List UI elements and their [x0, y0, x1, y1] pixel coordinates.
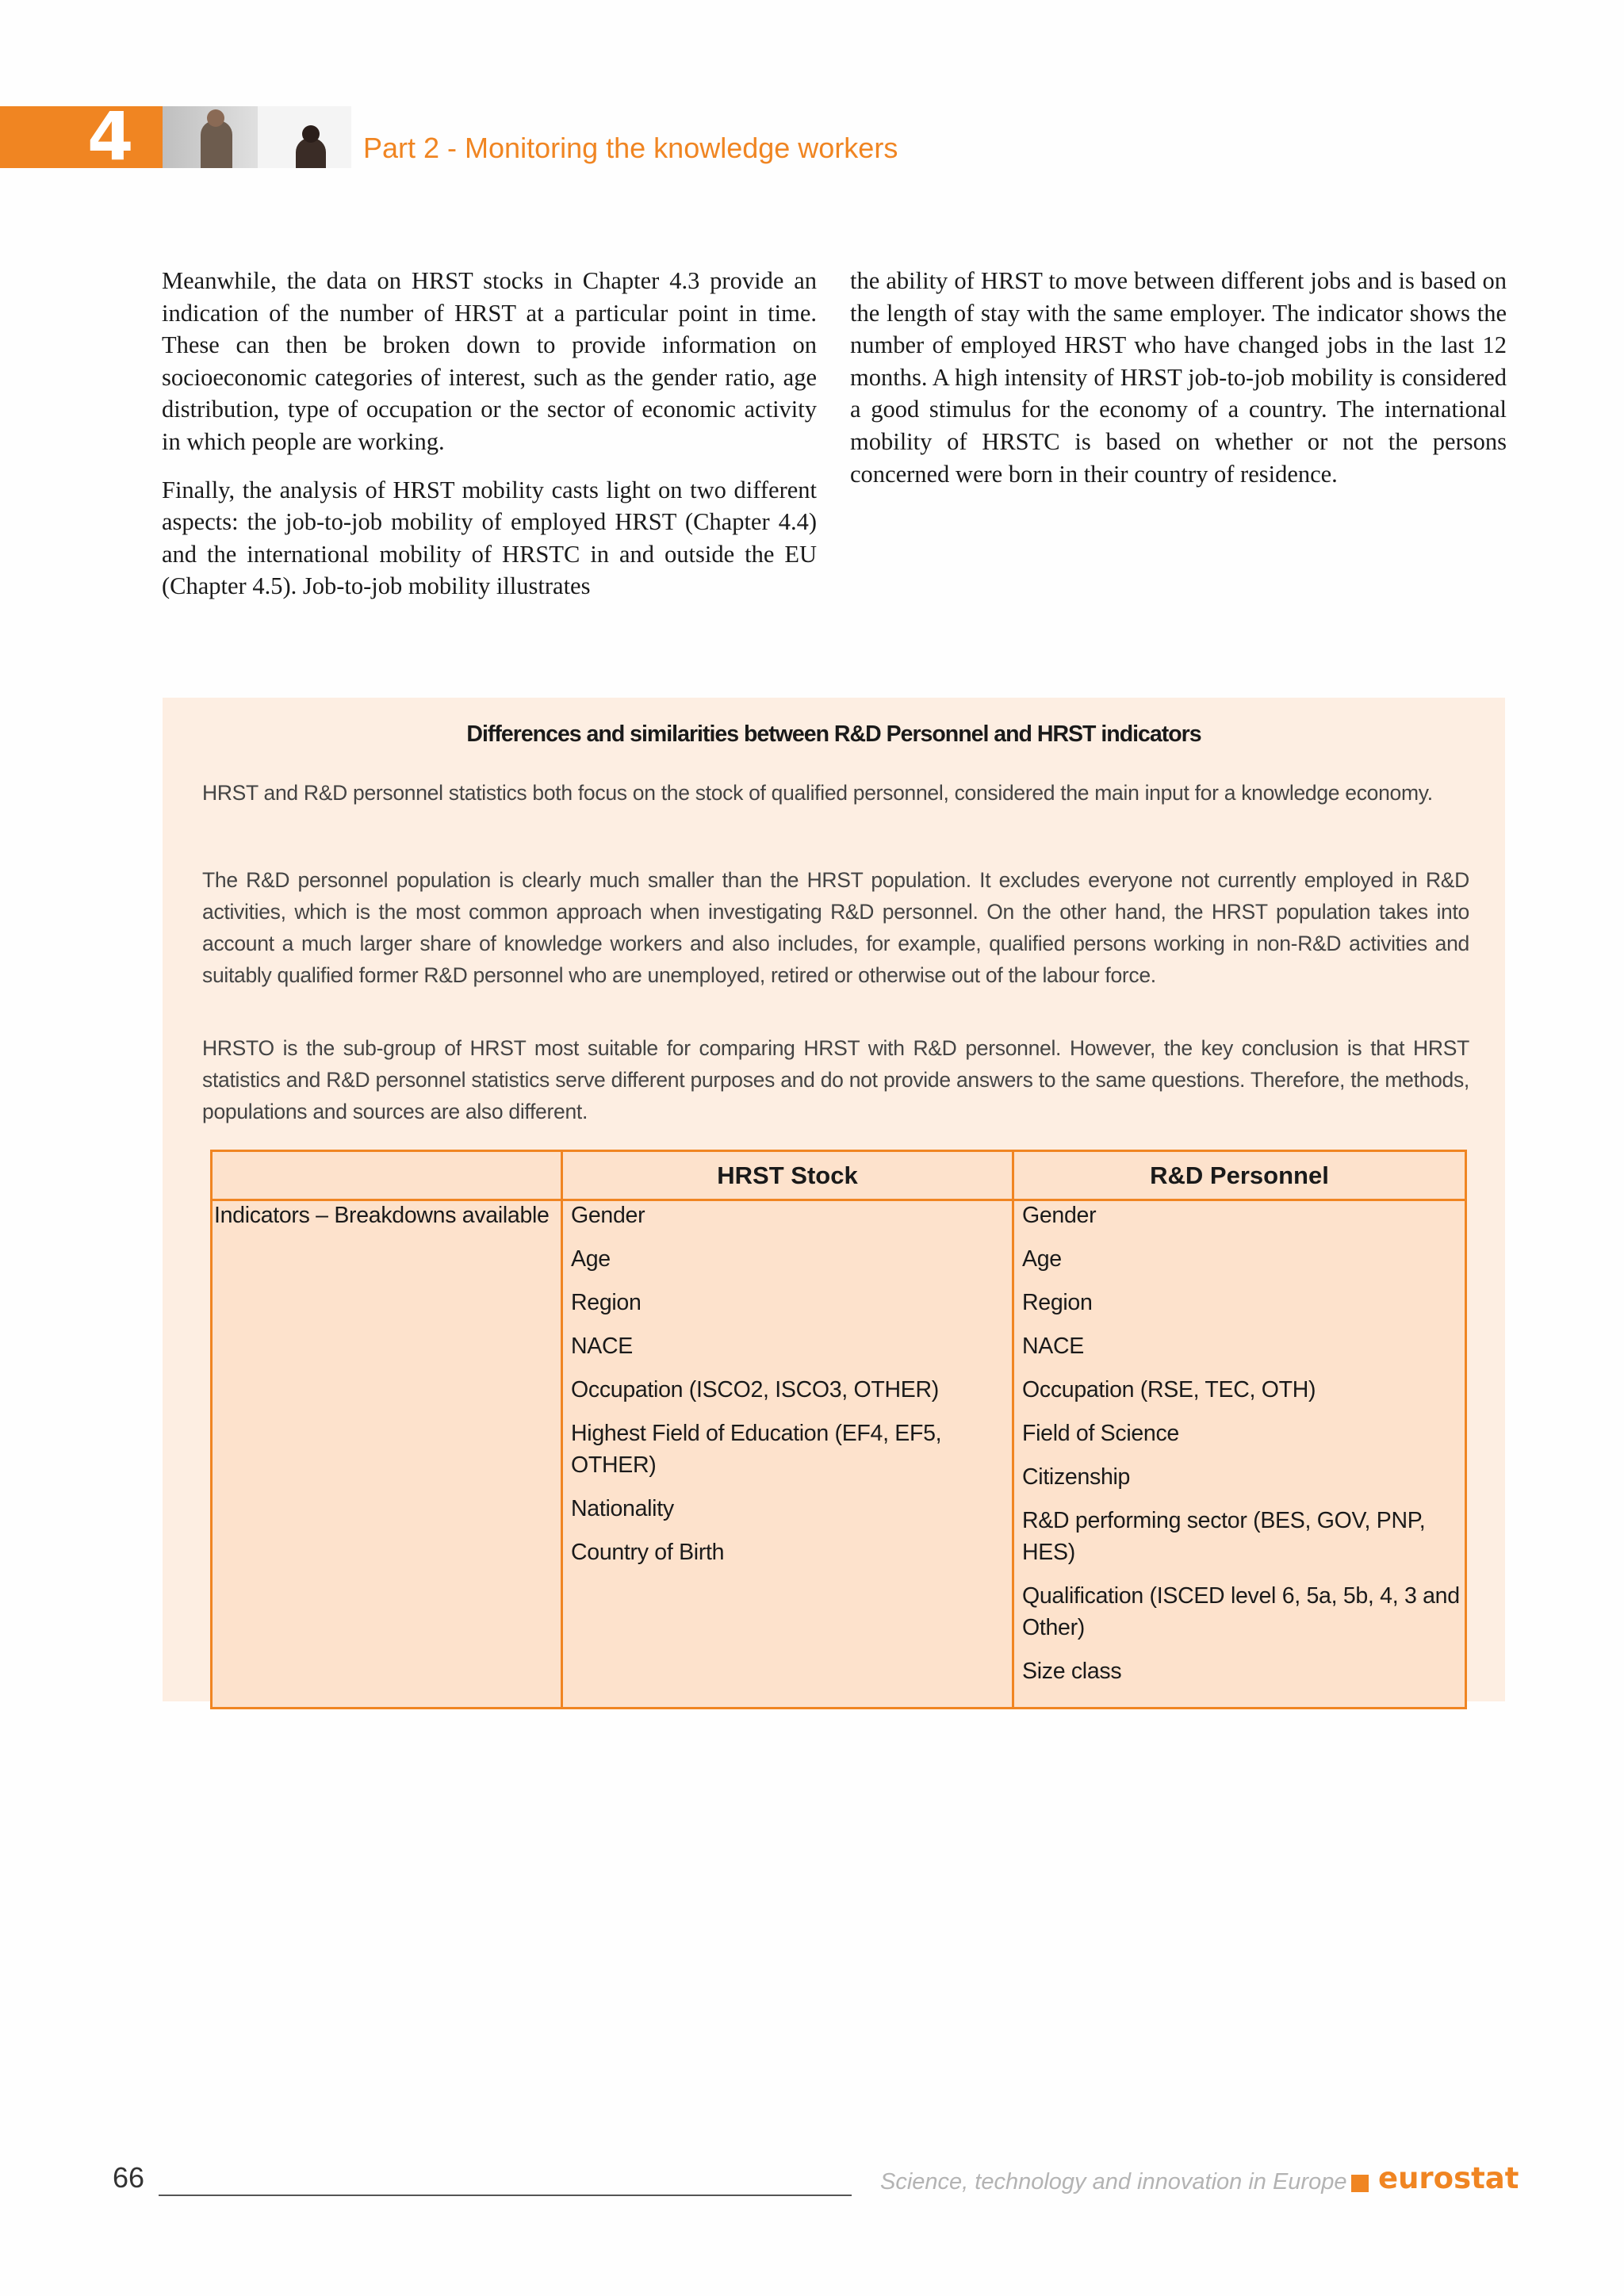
part-title: Part 2 - Monitoring the knowledge workers: [363, 132, 898, 164]
table-cell: NACE: [1022, 1334, 1084, 1359]
chapter-tab: [0, 106, 163, 168]
body-paragraph: Finally, the analysis of HRST mobility casts light on two different aspects: the job-to-job mobility of employed HRST (Chapter 4.4) and the international mobility of HRSTC in and outside the EU (Chapter 4.5). Job-to-job mobility illustrates: [162, 476, 817, 600]
row-label: Indicators – Breakdowns available: [214, 1203, 550, 1228]
publication-title: Science, technology and innovation in Europe: [880, 2169, 1347, 2195]
table-cell: Gender: [1022, 1203, 1097, 1228]
page-number: 66: [113, 2161, 145, 2194]
rd-personnel-column: [1014, 1201, 1465, 1707]
table-cell: Highest Field of Education (EF4, EF5, OTHER): [571, 1421, 942, 1478]
table-cell: Region: [571, 1290, 642, 1315]
eurostat-square-icon: [1351, 2175, 1369, 2192]
body-column-left: [162, 265, 817, 618]
header-photo: [163, 106, 351, 168]
box-paragraph: HRSTO is the sub-group of HRST most suitable for comparing HRST with R&D personnel. However, the key conclusion is that HRST statistics and R&D personnel statistics serve different purposes and do not provide answers to the same questions. Therefore, the methods, populations and sources are also different.: [202, 1036, 1469, 1123]
table-cell: Region: [1022, 1290, 1093, 1315]
table-cell: Citizenship: [1022, 1464, 1131, 1490]
table-cell: Country of Birth: [571, 1540, 725, 1565]
table-cell: NACE: [571, 1334, 633, 1359]
chapter-number: 4: [87, 98, 134, 175]
table-cell: Occupation (RSE, TEC, OTH): [1022, 1377, 1316, 1402]
comparison-table: [210, 1150, 1467, 1709]
box-paragraph: HRST and R&D personnel statistics both focus on the stock of qualified personnel, considered the main input for a knowledge economy.: [202, 781, 1433, 805]
footer-rule: [159, 2195, 852, 2196]
table-cell: Occupation (ISCO2, ISCO3, OTHER): [571, 1377, 939, 1402]
person-figure: [201, 121, 232, 168]
table-body: [213, 1201, 1465, 1707]
table-header-empty: [213, 1152, 563, 1199]
table-cell: Gender: [571, 1203, 645, 1228]
body-paragraph: Meanwhile, the data on HRST stocks in Chapter 4.3 provide an indication of the number of HRST at a particular point in time. These can then be broken down to provide information on socioeconomic categories of interest, such as the gender ratio, age distribution, type of occupation or the sector of economic activity in which people are working.: [162, 267, 817, 455]
person-head: [207, 109, 224, 127]
hrst-stock-column: [563, 1201, 1014, 1707]
table-cell: Age: [1022, 1246, 1062, 1272]
table-header-row: [213, 1152, 1465, 1201]
box-paragraph: The R&D personnel population is clearly much smaller than the HRST population. It excludes everyone not currently employed in R&D activities, which is the most common approach when investigating R&D personnel. On the other hand, the HRST population takes into account a much larger share of knowledge workers and also includes, for example, qualified persons working in non-R&D activities and suitably qualified former R&D personnel who are unemployed, retired or otherwise out of the labour force.: [202, 868, 1469, 987]
table-header-rd-personnel: R&D Personnel: [1150, 1161, 1329, 1189]
table-header-hrst-stock: HRST Stock: [563, 1152, 1014, 1199]
body-column-right: [850, 265, 1507, 506]
table-cell: R&D performing sector (BES, GOV, PNP, HES): [1022, 1508, 1426, 1565]
person-head: [302, 125, 320, 143]
table-cell: Nationality: [571, 1496, 674, 1521]
table-row-label-column: [213, 1201, 563, 1707]
body-paragraph: the ability of HRST to move between different jobs and is based on the length of stay with the same employer. The indicator shows the number of employed HRST who have changed jobs in the last 12 months. A high intensity of HRST job-to-job mobility is considered a good stimulus for the economy of a country. The international mobility of HRSTC is based on whether or not the persons concerned were born in their country of residence.: [850, 267, 1507, 488]
box-title: Differences and similarities between R&D Personnel and HRST indicators: [466, 721, 1201, 747]
table-cell: Qualification (ISCED level 6, 5a, 5b, 4, 3 and Other): [1022, 1583, 1460, 1640]
table-cell: Field of Science: [1022, 1421, 1179, 1446]
table-cell: Age: [571, 1246, 611, 1272]
info-box: [163, 698, 1505, 1701]
eurostat-logo: eurostat: [1378, 2161, 1519, 2195]
table-cell: Size class: [1022, 1659, 1122, 1684]
